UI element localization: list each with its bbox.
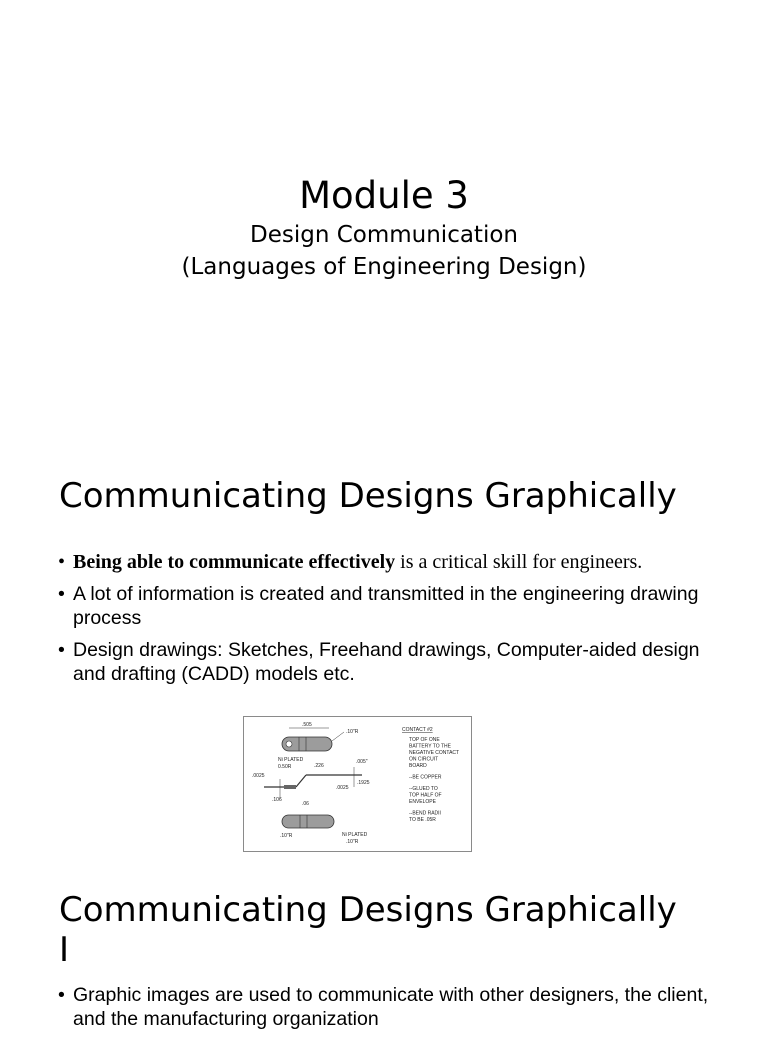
dim-label: .1925 <box>357 780 370 786</box>
title-slide <box>0 0 768 460</box>
contact-drawing-svg <box>244 717 473 853</box>
note-line: BATTERY TO THE <box>409 743 451 750</box>
bullet-bold-text: Being able to communicate effectively <box>73 551 396 573</box>
dim-label: Ni PLATED <box>342 832 368 838</box>
slide3-heading-line1: Communicating Designs Graphically <box>59 890 677 930</box>
dim-label: .06 <box>302 801 309 807</box>
slide3-bullet-list <box>58 983 718 1039</box>
hole-mark <box>286 741 292 747</box>
notes-title: CONTACT #2 <box>402 727 433 733</box>
note-line: ENVELOPE <box>409 799 436 805</box>
bullet-dot-icon: • <box>58 551 66 573</box>
note-line: NEGATIVE CONTACT <box>409 750 460 756</box>
note-line: TOP OF ONE <box>409 737 440 743</box>
note-line: TO BE .05R <box>409 817 436 823</box>
slide2-bullet-list <box>58 550 718 694</box>
module-subtitle: Design Communication <box>249 222 518 248</box>
bullet-item <box>58 638 718 686</box>
bullet-dot-icon: • <box>58 583 65 605</box>
leader-line <box>332 732 344 741</box>
note-line: --BEND RADII <box>409 810 441 817</box>
dim-label: .505 <box>302 722 312 728</box>
dim-label: .10"R <box>280 833 293 839</box>
module-title: Module 3 <box>299 174 469 217</box>
side-view-line <box>296 775 306 787</box>
dim-label: .10"R <box>346 839 359 845</box>
bullet-text: A lot of information is created and transmitted in the engineering drawing process <box>73 583 699 629</box>
dim-label: .0025 <box>336 785 349 791</box>
engineering-drawing-figure <box>243 716 472 852</box>
note-line: --GLUED TO <box>409 786 438 792</box>
slide2-heading: Communicating Designs Graphically <box>59 476 677 516</box>
dim-label: .0025 <box>252 773 265 779</box>
dim-label: 0.50R <box>278 764 292 770</box>
contact-pad <box>284 785 296 789</box>
contact-bottom-view <box>282 815 334 828</box>
note-line: BOARD <box>409 763 427 769</box>
dim-label: Ni PLATED <box>278 757 304 763</box>
dim-label: .10"R <box>346 729 359 735</box>
note-line: --BE COPPER <box>409 774 442 781</box>
notes-list <box>409 737 459 823</box>
bullet-dot-icon: • <box>58 639 65 661</box>
slide3-heading <box>59 890 677 970</box>
bullet-item <box>58 550 718 574</box>
dim-label: .226 <box>314 763 324 769</box>
dim-label: .005" <box>356 759 368 765</box>
bullet-text: Graphic images are used to communicate with other designers, the client, and the manufacturing organization <box>73 984 709 1030</box>
note-line: TOP HALF OF <box>409 792 442 799</box>
dim-label: .106 <box>272 797 282 803</box>
module-subtitle-2: (Languages of Engineering Design) <box>181 254 587 280</box>
bullet-text: is a critical skill for engineers. <box>395 551 643 573</box>
slide3-heading-line2: I <box>59 930 70 970</box>
bullet-item <box>58 582 718 630</box>
note-line: ON CIRCUIT <box>409 756 439 763</box>
bullet-dot-icon: • <box>58 984 65 1006</box>
bullet-text: Design drawings: Sketches, Freehand drawings, Computer-aided design and drafting (CADD) models etc. <box>73 639 700 685</box>
